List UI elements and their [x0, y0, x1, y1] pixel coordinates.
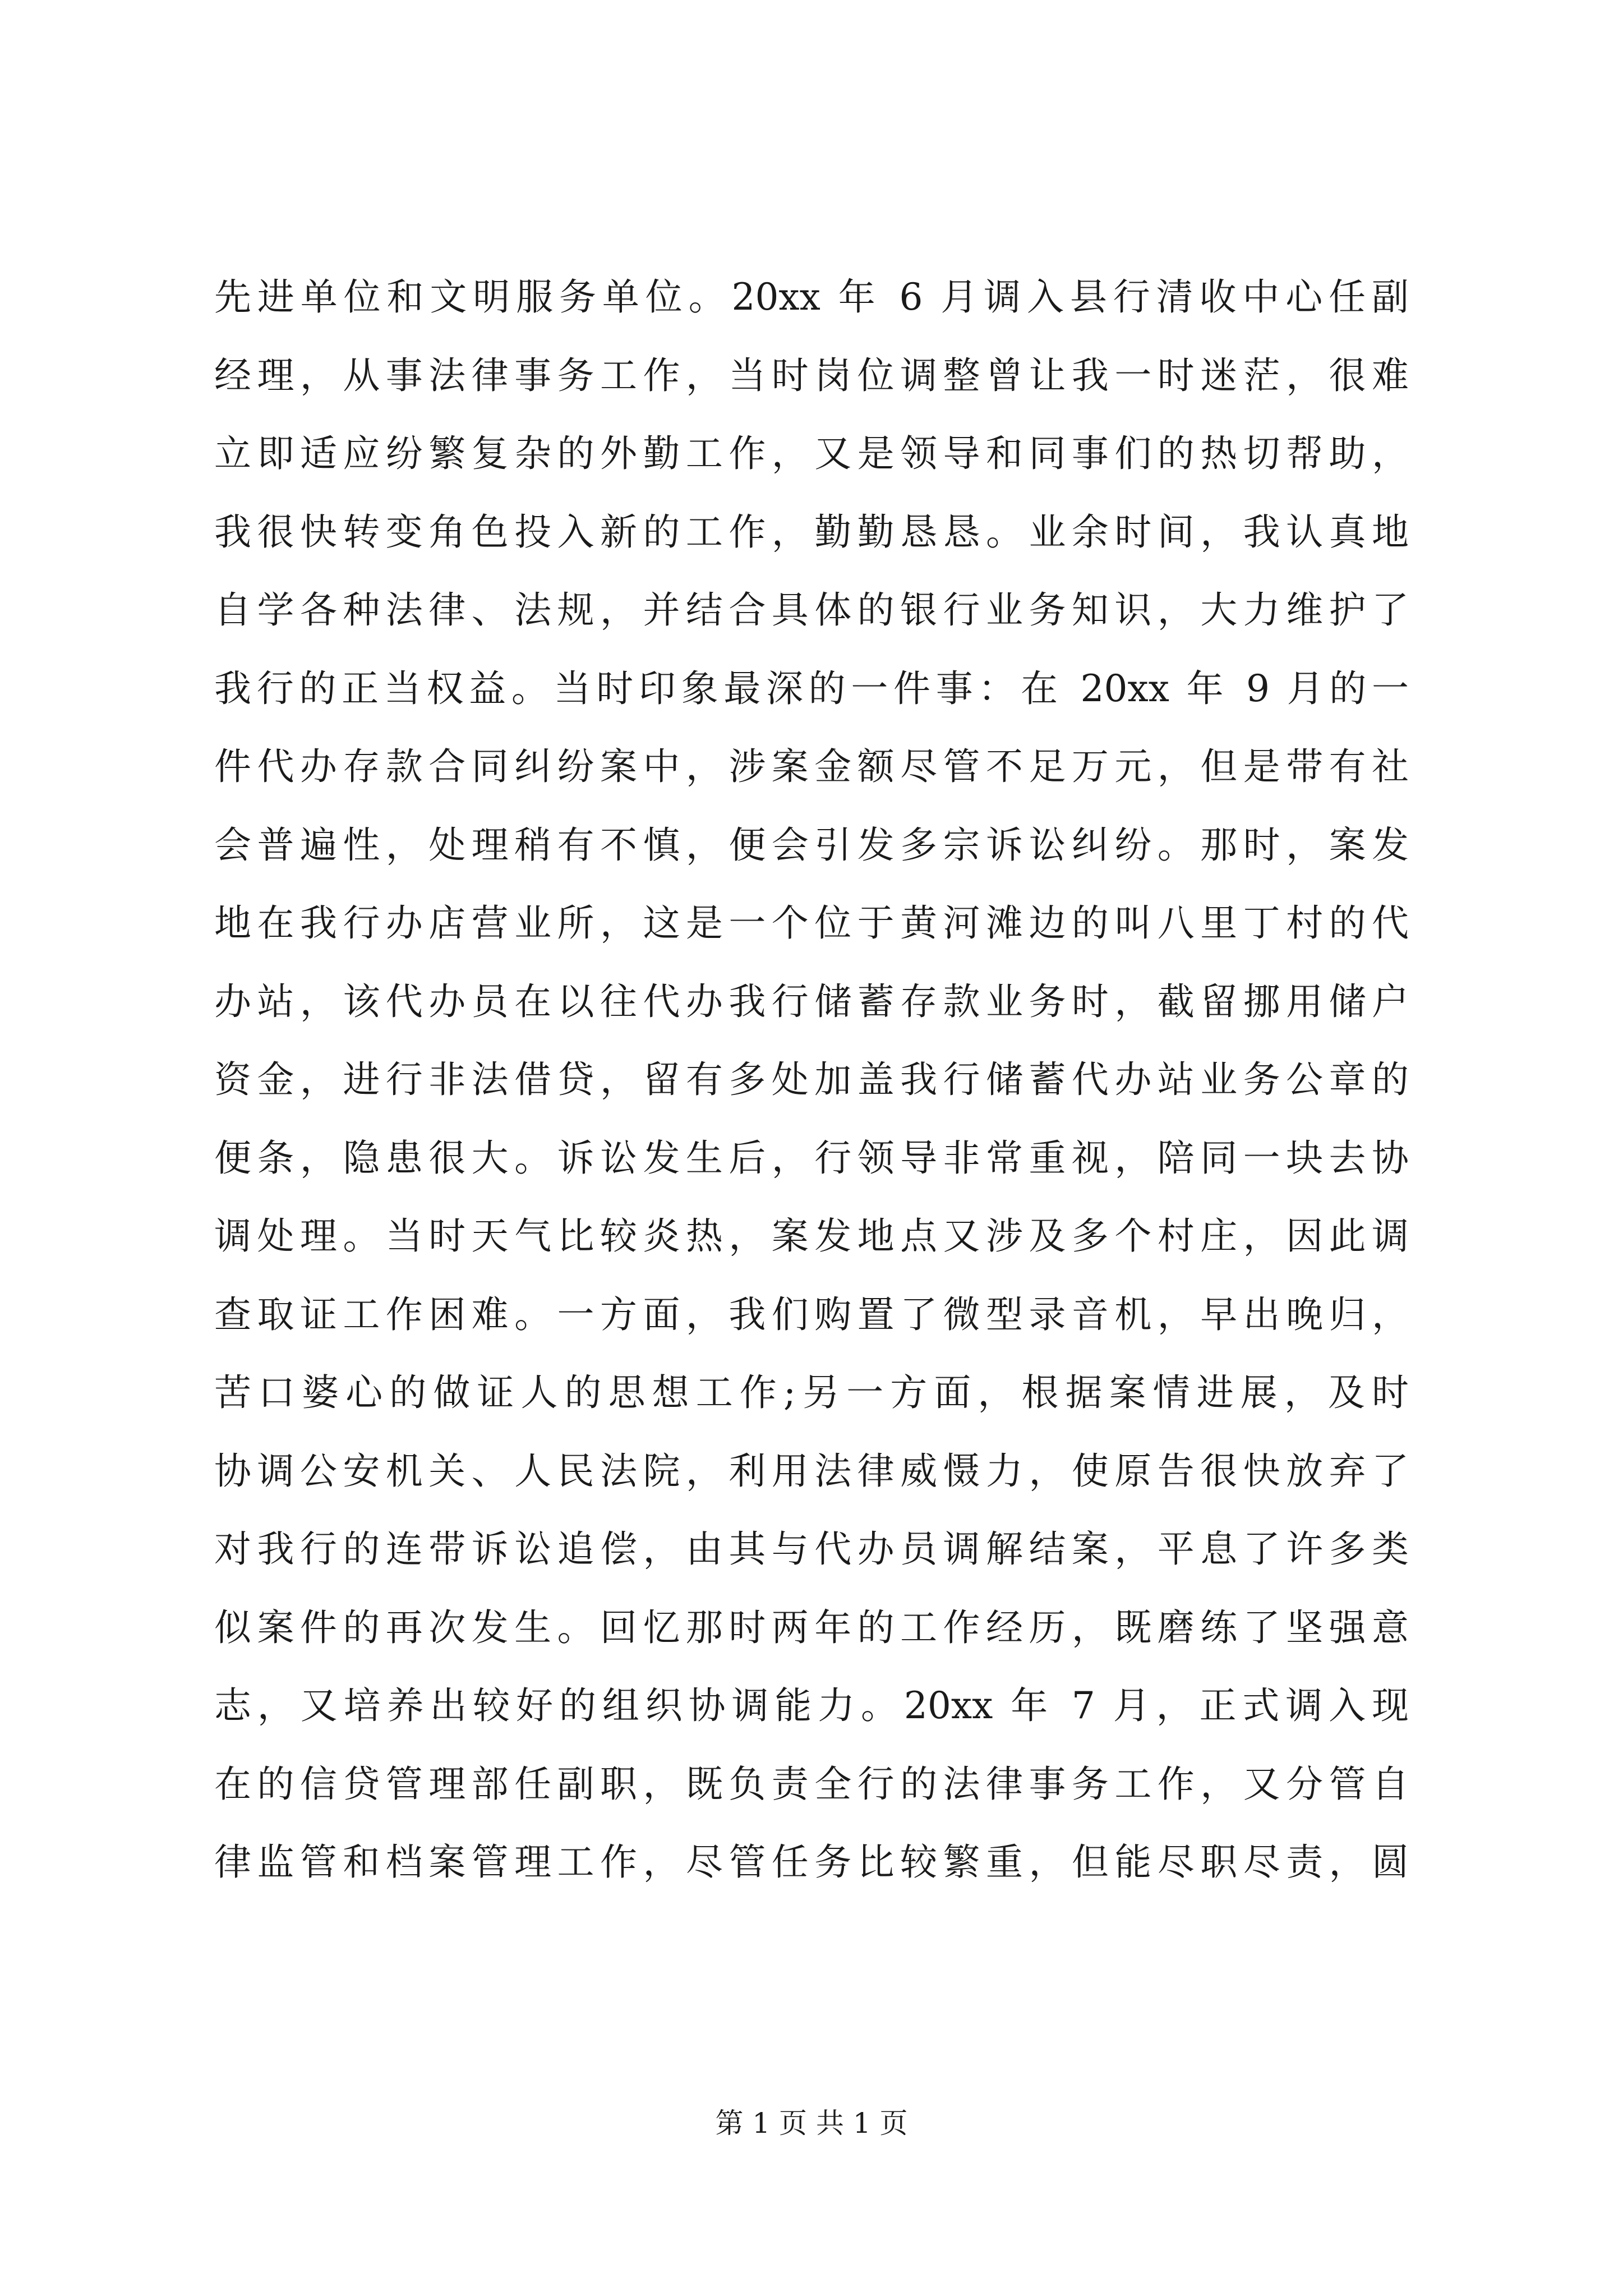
text-line: 在的信贷管理部任副职，既负责全行的法律事务工作，又分管自 — [214, 1762, 1409, 1806]
text-line: 地在我行办店营业所，这是一个位于黄河滩边的叫八里丁村的代 — [214, 901, 1409, 945]
text-line: 我很快转变角色投入新的工作，勤勤恳恳。业余时间，我认真地 — [214, 510, 1409, 554]
text-line: 资金，进行非法借贷，留有多处加盖我行储蓄代办站业务公章的 — [214, 1058, 1409, 1101]
text-line: 苦口婆心的做证人的思想工作;另一方面，根据案情进展，及时 — [214, 1371, 1409, 1414]
text-line: 先进单位和文明服务单位。20xx 年 6 月调入县行清收中心任副 — [214, 275, 1409, 319]
text-line: 查取证工作困难。一方面，我们购置了微型录音机，早出晚归， — [214, 1292, 1409, 1336]
text-line: 会普遍性，处理稍有不慎，便会引发多宗诉讼纠纷。那时，案发 — [214, 823, 1409, 867]
text-line: 调处理。当时天气比较炎热，案发地点又涉及多个村庄，因此调 — [214, 1214, 1409, 1258]
text-line: 志，又培养出较好的组织协调能力。20xx 年 7 月，正式调入现 — [214, 1684, 1409, 1727]
text-line: 经理，从事法律事务工作，当时岗位调整曾让我一时迷茫，很难 — [214, 353, 1409, 397]
text-line: 立即适应纷繁复杂的外勤工作，又是领导和同事们的热切帮助， — [214, 432, 1409, 475]
text-line: 我行的正当权益。当时印象最深的一件事：在 20xx 年 9 月的一 — [214, 666, 1409, 710]
page-footer: 第 1 页 共 1 页 — [715, 2107, 908, 2139]
body-text — [214, 258, 1409, 1902]
text-line: 律监管和档案管理工作，尽管任务比较繁重，但能尽职尽责，圆 — [214, 1841, 1409, 1884]
text-line: 协调公安机关、人民法院，利用法律威慑力，使原告很快放弃了 — [214, 1449, 1409, 1493]
text-line: 似案件的再次发生。回忆那时两年的工作经历，既磨练了坚强意 — [214, 1605, 1409, 1649]
text-line: 自学各种法律、法规，并结合具体的银行业务知识，大力维护了 — [214, 588, 1409, 632]
text-line: 件代办存款合同纠纷案中，涉案金额尽管不足万元，但是带有社 — [214, 745, 1409, 788]
text-line: 办站，该代办员在以往代办我行储蓄存款业务时，截留挪用储户 — [214, 979, 1409, 1023]
text-line: 对我行的连带诉讼追偿，由其与代办员调解结案，平息了许多类 — [214, 1527, 1409, 1571]
text-line: 便条，隐患很大。诉讼发生后，行领导非常重视，陪同一块去协 — [214, 1136, 1409, 1180]
